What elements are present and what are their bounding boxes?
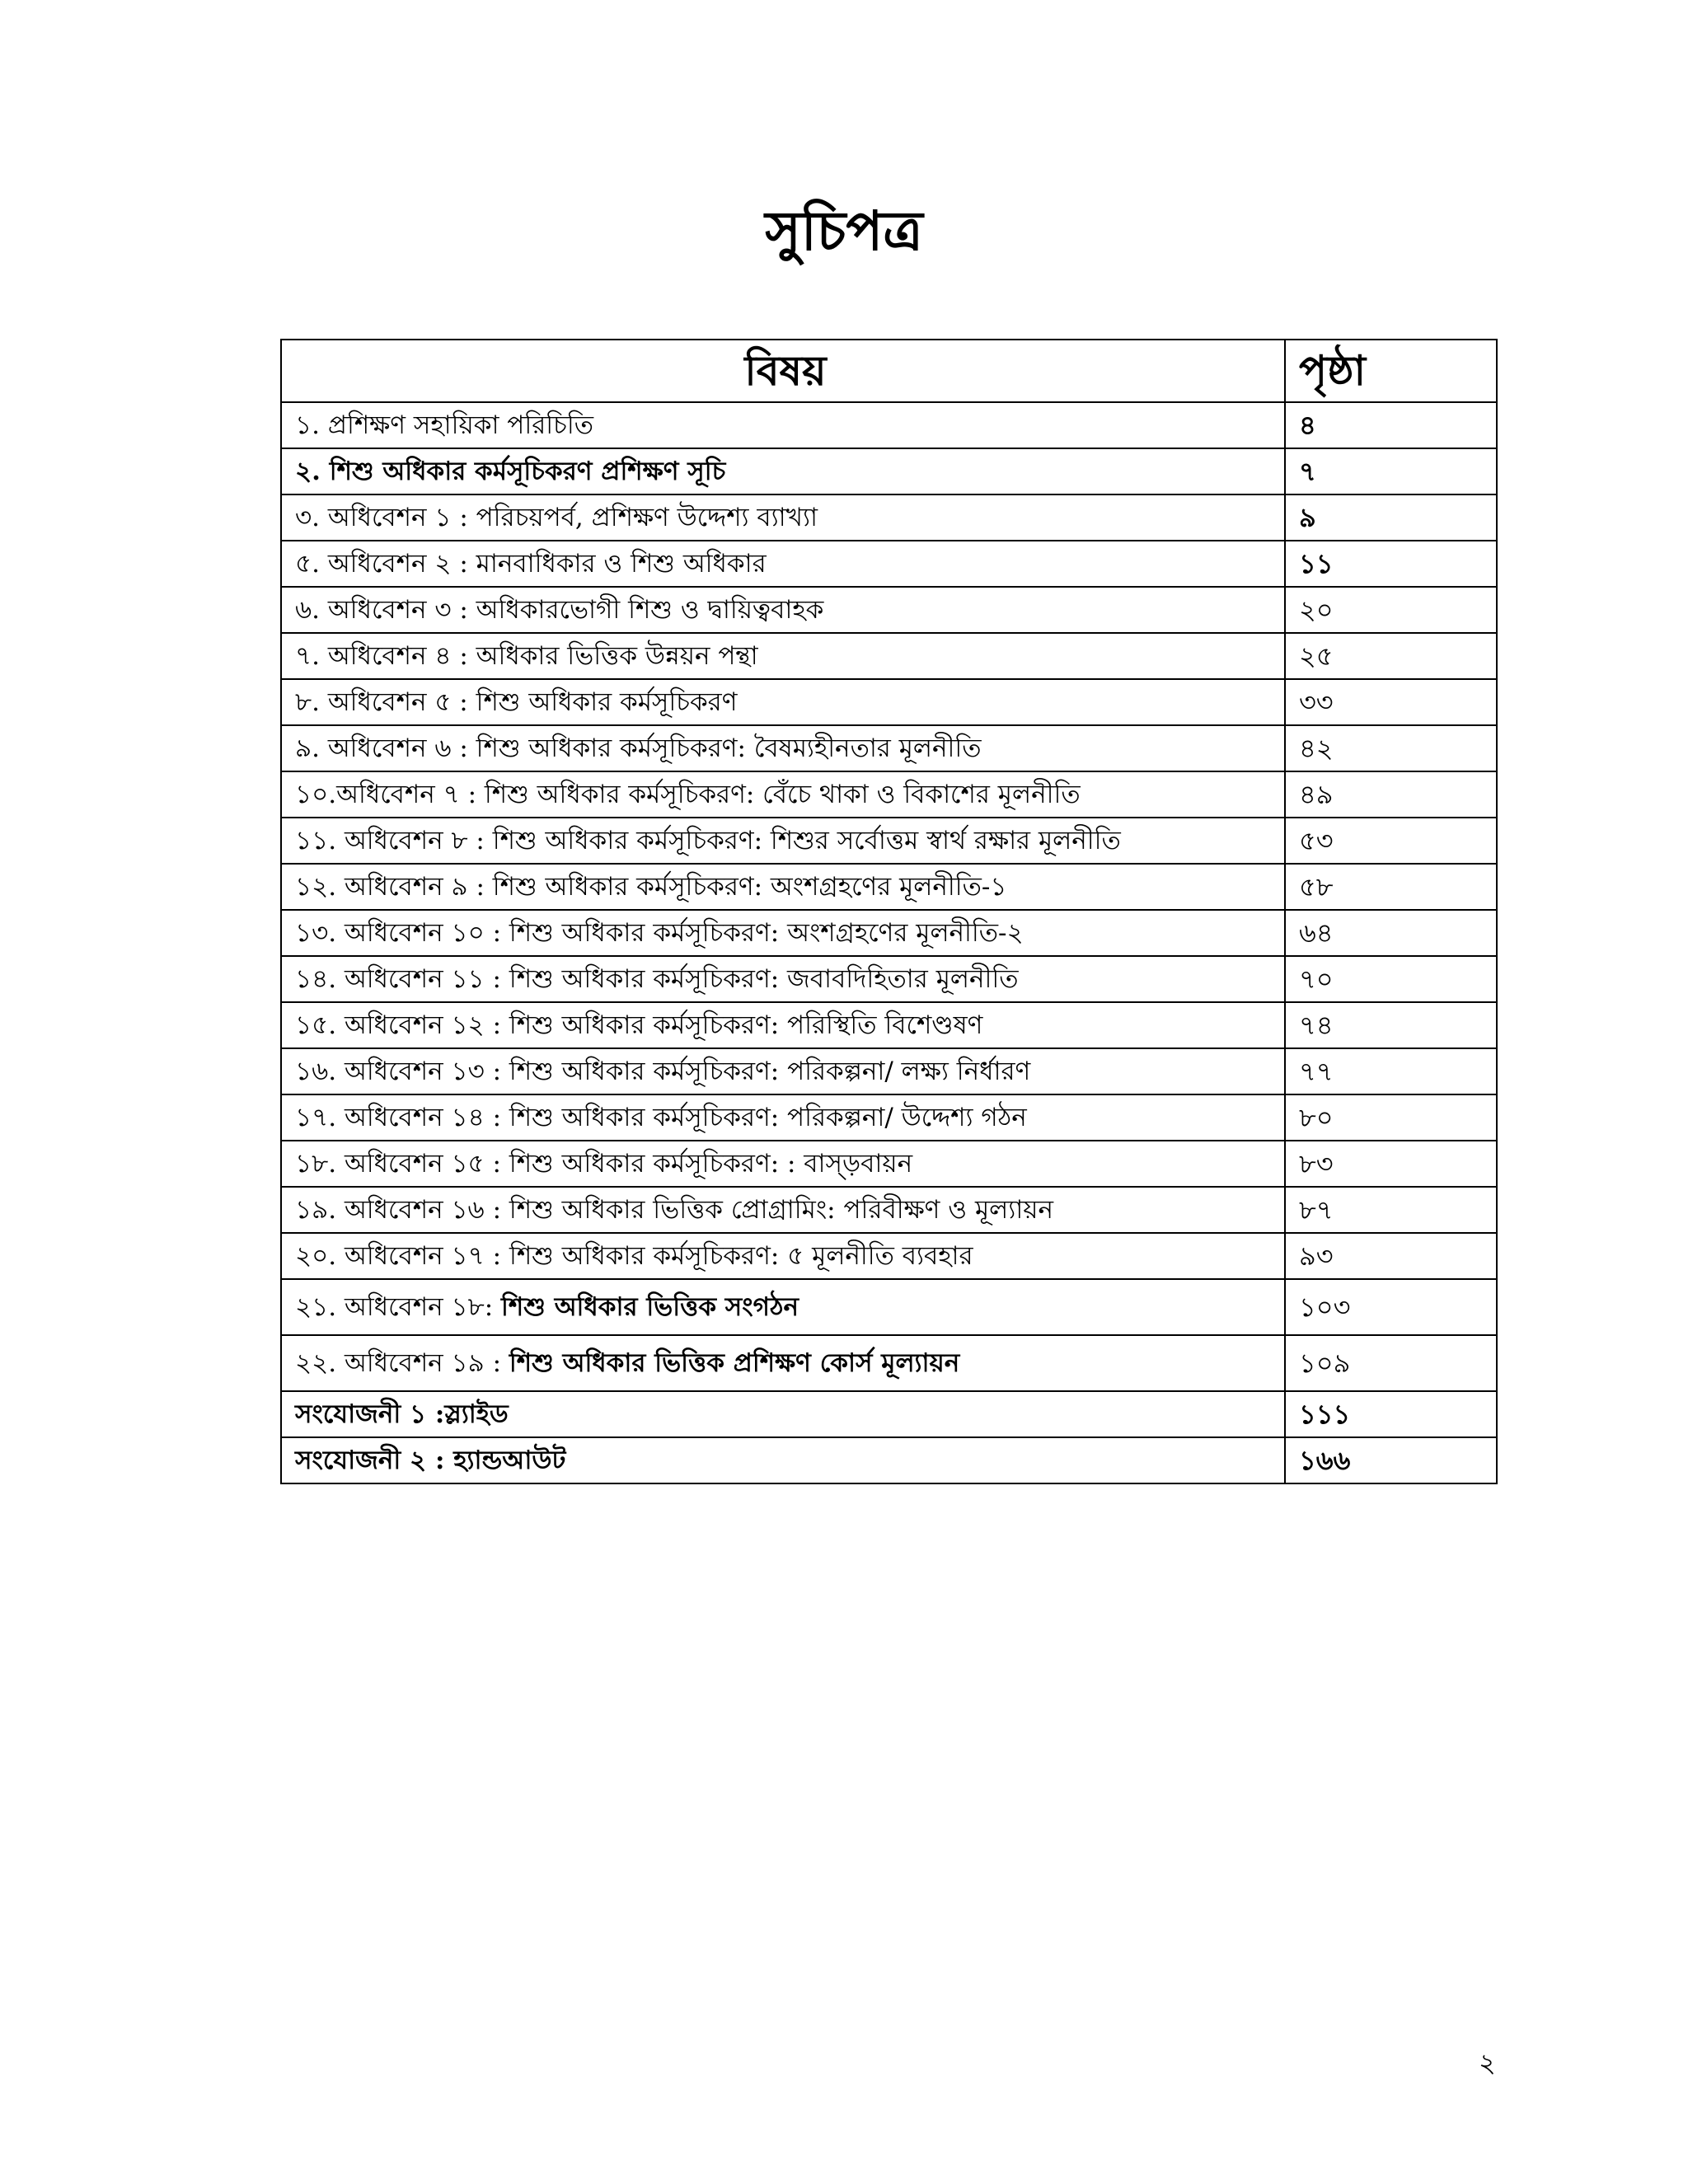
row-topic-emphasis: শিশু অধিকার ভিত্তিক প্রশিক্ষণ কোর্স মূল্যায়ন: [509, 1348, 960, 1378]
row-topic: [281, 1335, 1285, 1391]
row-page: ২০: [1285, 587, 1497, 633]
row-page: ২৫: [1285, 633, 1497, 679]
table-row: [281, 494, 1497, 541]
table-row: [281, 1141, 1497, 1187]
row-page: ১৬৬: [1285, 1437, 1497, 1483]
row-page: ১১১: [1285, 1391, 1497, 1437]
row-page: ৩৩: [1285, 679, 1497, 725]
row-topic: ৮. অধিবেশন ৫ : শিশু অধিকার কর্মসূচিকরণ: [281, 679, 1285, 725]
table-row: [281, 864, 1497, 910]
table-row: [281, 771, 1497, 818]
row-topic: [281, 1279, 1285, 1335]
row-page: ৪২: [1285, 725, 1497, 771]
row-page: ৭০: [1285, 956, 1497, 1002]
row-page: ৭৪: [1285, 1002, 1497, 1048]
row-page: ৯৩: [1285, 1233, 1497, 1279]
row-page: ১১: [1285, 541, 1497, 587]
row-topic: ১১. অধিবেশন ৮ : শিশু অধিকার কর্মসূচিকরণ: শিশুর সর্বোত্তম স্বার্থ রক্ষার মূলনীতি: [281, 818, 1285, 864]
row-page: ৯: [1285, 494, 1497, 541]
table-row: [281, 1048, 1497, 1094]
table-row: [281, 541, 1497, 587]
row-page: ৪৯: [1285, 771, 1497, 818]
row-page: ৫৩: [1285, 818, 1497, 864]
table-row: [281, 818, 1497, 864]
row-topic-prefix: ২২. অধিবেশন ১৯ :: [295, 1348, 509, 1378]
table-row: [281, 1187, 1497, 1233]
row-topic: ১৭. অধিবেশন ১৪ : শিশু অধিকার কর্মসূচিকরণ: পরিকল্পনা/ উদ্দেশ্য গঠন: [281, 1094, 1285, 1141]
table-row: [281, 587, 1497, 633]
header-page: পৃষ্ঠা: [1285, 340, 1497, 402]
row-page: ৭৭: [1285, 1048, 1497, 1094]
row-topic: ২০. অধিবেশন ১৭ : শিশু অধিকার কর্মসূচিকরণ: ৫ মূলনীতি ব্যবহার: [281, 1233, 1285, 1279]
table-row: [281, 402, 1497, 448]
row-page: ১০৯: [1285, 1335, 1497, 1391]
row-topic: ১৪. অধিবেশন ১১ : শিশু অধিকার কর্মসূচিকরণ: জবাবদিহিতার মূলনীতি: [281, 956, 1285, 1002]
page-number: ২: [1479, 2047, 1496, 2079]
row-page: ৮৩: [1285, 1141, 1497, 1187]
row-topic: সংযোজনী ১ :স্ল্যাইড: [281, 1391, 1285, 1437]
row-topic: ৭. অধিবেশন ৪ : অধিকার ভিত্তিক উন্নয়ন পন্থা: [281, 633, 1285, 679]
row-page: ৫৮: [1285, 864, 1497, 910]
table-row: [281, 633, 1497, 679]
header-topic: বিষয়: [281, 340, 1285, 402]
row-topic: ১৩. অধিবেশন ১০ : শিশু অধিকার কর্মসূচিকরণ: অংশগ্রহণের মূলনীতি-২: [281, 910, 1285, 956]
table-row: [281, 1002, 1497, 1048]
row-topic: ১২. অধিবেশন ৯ : শিশু অধিকার কর্মসূচিকরণ: অংশগ্রহণের মূলনীতি-১: [281, 864, 1285, 910]
row-page: ৮০: [1285, 1094, 1497, 1141]
row-topic: ১৯. অধিবেশন ১৬ : শিশু অধিকার ভিত্তিক প্রোগ্রামিং: পরিবীক্ষণ ও মূল্যায়ন: [281, 1187, 1285, 1233]
table-of-contents: [280, 339, 1498, 1484]
row-topic: ২. শিশু অধিকার কর্মসূচিকরণ প্রশিক্ষণ সূচি: [281, 448, 1285, 494]
row-topic-emphasis: শিশু অধিকার ভিত্তিক সংগঠন: [501, 1292, 799, 1322]
row-page: ৪: [1285, 402, 1497, 448]
row-page: ৮৭: [1285, 1187, 1497, 1233]
row-page: ৭: [1285, 448, 1497, 494]
row-topic: ৫. অধিবেশন ২ : মানবাধিকার ও শিশু অধিকার: [281, 541, 1285, 587]
row-topic: ১. প্রশিক্ষণ সহায়িকা পরিচিতি: [281, 402, 1285, 448]
table-row: [281, 1335, 1497, 1391]
row-topic: ৬. অধিবেশন ৩ : অধিকারভোগী শিশু ও দ্বায়িত্ববাহক: [281, 587, 1285, 633]
row-topic: ৯. অধিবেশন ৬ : শিশু অধিকার কর্মসূচিকরণ: বৈষম্যহীনতার মূলনীতি: [281, 725, 1285, 771]
row-page: ৬৪: [1285, 910, 1497, 956]
row-topic: ৩. অধিবেশন ১ : পরিচয়পর্ব, প্রশিক্ষণ উদ্দেশ্য ব্যাখ্যা: [281, 494, 1285, 541]
row-topic: ১৬. অধিবেশন ১৩ : শিশু অধিকার কর্মসূচিকরণ: পরিকল্পনা/ লক্ষ্য নির্ধারণ: [281, 1048, 1285, 1094]
row-topic: সংযোজনী ২ : হ্যান্ডআউট: [281, 1437, 1285, 1483]
row-topic: ১০.অধিবেশন ৭ : শিশু অধিকার কর্মসূচিকরণ: বেঁচে থাকা ও বিকাশের মূলনীতি: [281, 771, 1285, 818]
table-row: [281, 679, 1497, 725]
row-topic-prefix: ২১. অধিবেশন ১৮:: [295, 1292, 502, 1322]
row-topic: ১৫. অধিবেশন ১২ : শিশু অধিকার কর্মসূচিকরণ: পরিস্থিতি বিশেণ্ডষণ: [281, 1002, 1285, 1048]
row-topic: ১৮. অধিবেশন ১৫ : শিশু অধিকার কর্মসূচিকরণ: : বাস্ড়বায়ন: [281, 1141, 1285, 1187]
table-row: [281, 725, 1497, 771]
table-row: [281, 448, 1497, 494]
table-row: [281, 956, 1497, 1002]
table-row: [281, 1279, 1497, 1335]
table-row: [281, 1094, 1497, 1141]
table-header-row: [281, 340, 1497, 402]
table-row: [281, 910, 1497, 956]
row-page: ১০৩: [1285, 1279, 1497, 1335]
table-row: [281, 1437, 1497, 1483]
table-row: [281, 1233, 1497, 1279]
page-title: সুচিপত্র: [765, 199, 923, 263]
table-row: [281, 1391, 1497, 1437]
